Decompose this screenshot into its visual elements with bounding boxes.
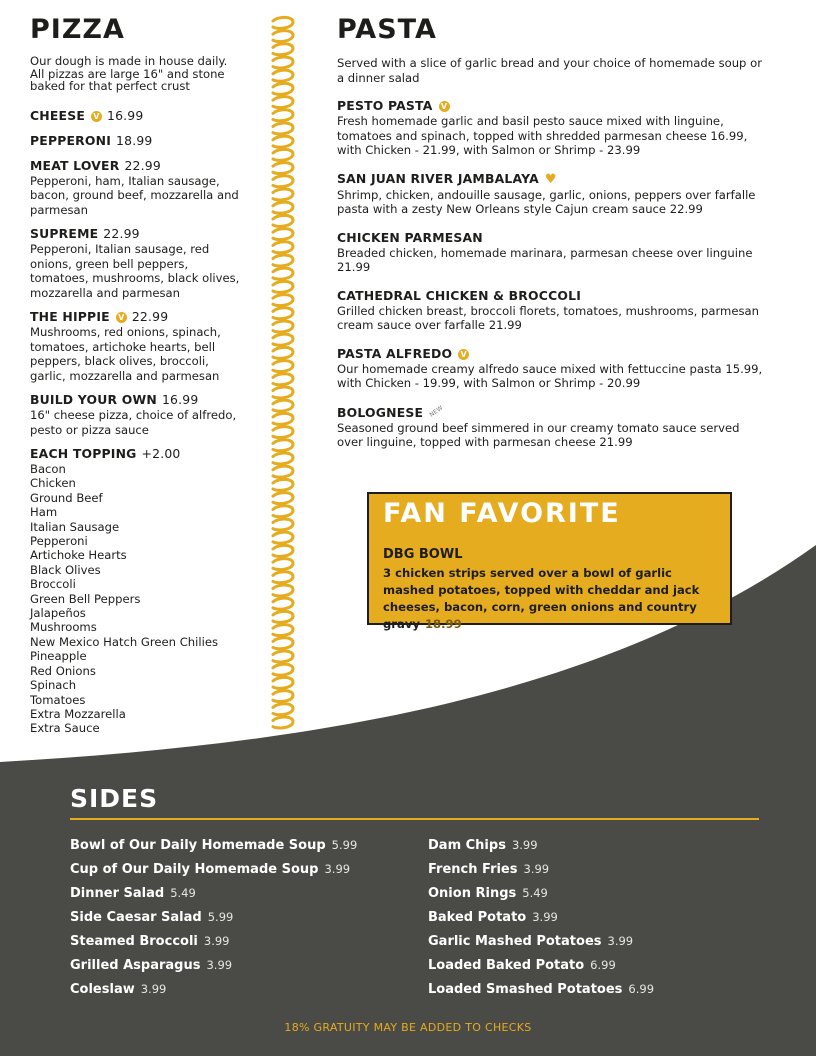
pasta-menu-item <box>337 97 765 158</box>
chain-link <box>273 44 293 55</box>
topping-list <box>30 462 245 736</box>
fan-favorite-item-desc <box>383 565 723 633</box>
chain-link <box>273 413 293 424</box>
chain-link <box>273 506 293 517</box>
chain-link <box>273 466 293 477</box>
side-item <box>70 980 357 1004</box>
chain-link <box>273 453 293 464</box>
pasta-item-desc: Seasoned ground beef simmered in our creamy tomato sauce served over linguine, topped with parmesan cheese 21.99 <box>337 420 740 449</box>
side-item-price: 6.99 <box>590 958 616 972</box>
chain-link <box>273 651 293 662</box>
pizza-menu-item <box>30 391 245 437</box>
chain-link <box>273 215 293 226</box>
topping-item: Extra Sauce <box>30 721 100 736</box>
chain-link <box>273 123 293 134</box>
topping-item: Jalapeños <box>30 606 86 621</box>
chain-link <box>273 97 293 108</box>
gratuity-note: 18% GRATUITY MAY BE ADDED TO CHECKS <box>284 1021 532 1034</box>
pasta-item-desc: Fresh homemade garlic and basil pesto sauce mixed with linguine, tomatoes and spinach, topped with shredded parmesan cheese 16.99, with Chicken - 21.99, with Salmon or Shrimp - 23.99 <box>337 114 748 157</box>
topping-item: Pepperoni <box>30 534 88 549</box>
side-item <box>428 884 654 908</box>
pasta-menu-item <box>337 287 765 333</box>
pizza-item-desc: Mushrooms, red onions, spinach, tomatoes, artichoke hearts, bell peppers, black olives, broccoli, garlic, mozzarella and parmesan <box>30 325 221 383</box>
side-item-name: Dinner Salad <box>70 886 165 901</box>
topping-item: Artichoke Hearts <box>30 548 127 563</box>
pasta-item-heading <box>337 403 765 421</box>
pasta-item-desc: Our homemade creamy alfredo sauce mixed with fettuccine pasta 15.99, with Chicken - 19.99, with Salmon or Shrimp - 20.99 <box>337 361 763 390</box>
pizza-item-heading <box>30 107 245 124</box>
chain-link <box>273 83 293 94</box>
pizza-menu-item <box>30 132 245 149</box>
side-item-name: Side Caesar Salad <box>70 910 202 925</box>
side-item-name: Coleslaw <box>70 982 135 997</box>
pasta-section <box>337 56 765 462</box>
side-item <box>428 932 654 956</box>
pizza-item-desc: Pepperoni, ham, Italian sausage, bacon, ground beef, mozzarella and parmesan <box>30 173 239 217</box>
pizza-item-price: 18.99 <box>116 132 153 148</box>
pizza-section-title: PIZZA <box>30 14 125 45</box>
topping-item: Green Bell Peppers <box>30 591 141 606</box>
side-item-price: 6.99 <box>628 982 655 996</box>
chain-link <box>273 691 293 702</box>
pasta-item-name: PESTO PASTA <box>337 98 433 113</box>
pizza-menu-item <box>30 157 245 218</box>
chain-link <box>273 400 293 411</box>
side-item <box>428 956 654 980</box>
pasta-menu-item <box>337 345 765 391</box>
pizza-menu-item <box>30 107 245 124</box>
pasta-item-name: CATHEDRAL CHICKEN & BROCCOLI <box>337 287 582 303</box>
pizza-intro: Our dough is made in house daily. All pizzas are large 16" and stone baked for that perfect crust <box>30 54 228 93</box>
chain-link <box>273 598 293 609</box>
side-item-name: Onion Rings <box>428 886 517 901</box>
side-item-name: Cup of Our Daily Homemade Soup <box>70 862 319 877</box>
chain-link <box>273 242 293 253</box>
fan-favorite-desc-text: 3 chicken strips served over a bowl of garlic mashed potatoes, topped with cheddar and jack cheeses, bacon, corn, green onions and country gravy <box>383 566 700 631</box>
chain-link <box>273 202 293 213</box>
chain-link <box>273 334 293 345</box>
side-item-price: 5.99 <box>331 838 358 852</box>
side-item-price: 3.99 <box>140 982 167 996</box>
side-item-price: 3.99 <box>203 934 230 948</box>
chain-link <box>273 17 293 28</box>
pizza-item-price: 22.99 <box>131 309 169 324</box>
fan-favorite-item-name: DBG BOWL <box>383 547 463 562</box>
chain-link <box>273 347 293 358</box>
side-item <box>428 908 654 932</box>
pizza-item-name: MEAT LOVER <box>30 157 120 173</box>
side-item-price: 3.99 <box>532 910 558 924</box>
pizza-menu-item <box>30 445 245 462</box>
pasta-menu-item <box>337 403 765 450</box>
topping-item: Red Onions <box>30 663 96 678</box>
chain-link <box>273 110 293 121</box>
side-item-name: Steamed Broccoli <box>70 934 198 949</box>
topping-item: Broccoli <box>30 577 76 592</box>
chain-link <box>273 493 293 504</box>
pasta-menu-item <box>337 229 765 275</box>
pasta-item-heading <box>337 229 765 246</box>
pizza-item-heading <box>30 391 245 408</box>
chain-link <box>273 572 293 583</box>
side-item <box>70 860 357 884</box>
sides-left-column <box>70 836 357 1004</box>
pizza-item-list <box>30 107 245 463</box>
pizza-menu-item <box>30 308 245 383</box>
chain-link <box>273 281 293 292</box>
fan-favorite-price: 18.99 <box>424 617 462 631</box>
chain-link <box>273 308 293 319</box>
pizza-item-desc: 16" cheese pizza, choice of alfredo, pesto or pizza sauce <box>30 408 237 437</box>
pizza-item-heading <box>30 308 245 325</box>
pasta-item-desc: Breaded chicken, homemade marinara, parmesan cheese over linguine 21.99 <box>337 245 753 274</box>
chain-link <box>273 229 293 240</box>
chain-link <box>273 268 293 279</box>
vegetarian-icon: V <box>458 349 469 360</box>
pizza-item-name: SUPREME <box>30 226 99 241</box>
topping-item: Mushrooms <box>30 620 97 635</box>
chain-link <box>273 387 293 398</box>
side-item <box>428 860 654 884</box>
chain-link <box>273 559 293 570</box>
side-item-price: 5.49 <box>522 886 548 900</box>
pasta-chain-decoration <box>268 14 298 736</box>
chain-link <box>273 585 293 596</box>
side-item <box>428 980 654 1004</box>
side-item-price: 5.99 <box>207 910 234 924</box>
side-item-name: Dam Chips <box>428 838 506 853</box>
vegetarian-icon: V <box>91 111 102 122</box>
side-item-name: Baked Potato <box>428 910 527 925</box>
side-item <box>428 836 654 860</box>
side-item-name: French Fries <box>428 862 518 877</box>
side-item <box>70 956 357 980</box>
sides-section-title: SIDES <box>70 784 159 813</box>
pizza-item-name: EACH TOPPING <box>30 446 137 461</box>
side-item-price: 3.99 <box>206 958 233 972</box>
side-item-name: Loaded Baked Potato <box>428 958 585 973</box>
side-item-name: Grilled Asparagus <box>70 958 201 973</box>
chain-link <box>273 440 293 451</box>
pizza-section <box>30 55 245 736</box>
chain-link <box>273 664 293 675</box>
sides-right-column <box>428 836 654 1004</box>
chain-link <box>273 479 293 490</box>
chain-link <box>273 70 293 81</box>
side-item-price: 5.49 <box>170 886 196 900</box>
pizza-item-name: THE HIPPIE <box>30 309 110 324</box>
side-item <box>70 884 357 908</box>
pasta-item-heading <box>337 170 765 188</box>
pizza-item-heading <box>30 157 245 174</box>
fan-favorite-title: FAN FAVORITE <box>383 498 621 529</box>
side-item-price: 3.99 <box>607 934 634 948</box>
chain-link <box>273 57 293 68</box>
side-item-price: 3.99 <box>511 838 538 852</box>
topping-item: New Mexico Hatch Green Chilies <box>30 634 218 649</box>
fan-favorite-box <box>367 492 732 631</box>
chain-link <box>273 136 293 147</box>
pasta-item-name: BOLOGNESE <box>337 404 424 420</box>
pasta-item-desc: Grilled chicken breast, broccoli florets, tomatoes, mushrooms, parmesan cream sauce over farfalle 21.99 <box>337 303 759 332</box>
topping-item: Ham <box>30 505 58 520</box>
pizza-item-price: 16.99 <box>106 107 144 123</box>
pizza-item-name: CHEESE <box>30 107 85 123</box>
side-item-price: 3.99 <box>523 862 550 876</box>
pasta-item-name: PASTA ALFREDO <box>337 345 453 361</box>
pizza-item-price: 22.99 <box>103 226 140 241</box>
chain-link <box>273 255 293 266</box>
heart-icon: ♥ <box>544 171 557 187</box>
chain-link <box>273 163 293 174</box>
pasta-item-name: CHICKEN PARMESAN <box>337 229 483 245</box>
chain-link <box>273 677 293 688</box>
pizza-item-price: +2.00 <box>141 446 181 461</box>
topping-item: Ground Beef <box>30 490 103 505</box>
chain-link <box>273 321 293 332</box>
pizza-menu-item <box>30 225 245 300</box>
pasta-intro: Served with a slice of garlic bread and your choice of homemade soup or a dinner salad <box>337 56 762 85</box>
pasta-menu-item <box>337 170 765 217</box>
side-item <box>70 908 357 932</box>
vegetarian-icon: V <box>116 312 127 323</box>
chain-link <box>273 717 293 728</box>
pizza-item-price: 16.99 <box>161 392 199 407</box>
chain-link <box>273 31 293 42</box>
pizza-item-name: PEPPERONI <box>30 132 112 148</box>
topping-item: Extra Mozzarella <box>30 706 126 721</box>
chain-link <box>273 638 293 649</box>
topping-item: Black Olives <box>30 562 101 577</box>
chain-link <box>273 427 293 438</box>
topping-item: Tomatoes <box>30 692 86 707</box>
topping-item: Bacon <box>30 462 66 476</box>
pizza-item-desc: Pepperoni, Italian sausage, red onions, green bell peppers, tomatoes, mushrooms, black olives, mozzarella and parmesan <box>30 242 240 300</box>
vegetarian-icon: V <box>439 101 450 112</box>
side-item <box>70 932 357 956</box>
topping-item: Spinach <box>30 678 77 693</box>
pasta-item-heading <box>337 97 765 114</box>
pasta-item-heading <box>337 345 765 362</box>
side-item-name: Loaded Smashed Potatoes <box>428 982 623 997</box>
side-item-price: 3.99 <box>324 862 351 876</box>
chain-link <box>273 189 293 200</box>
chain-link <box>273 532 293 543</box>
chain-link <box>273 545 293 556</box>
pasta-item-desc: Shrimp, chicken, andouille sausage, garlic, onions, peppers over farfalle pasta with a zesty New Orleans style Cajun cream sauce 22.99 <box>337 187 756 216</box>
pizza-item-heading <box>30 445 245 462</box>
topping-item: Italian Sausage <box>30 519 120 534</box>
chain-link <box>273 704 293 715</box>
pizza-item-name: BUILD YOUR OWN <box>30 392 157 407</box>
side-item-name: Bowl of Our Daily Homemade Soup <box>70 838 326 853</box>
side-item-name: Garlic Mashed Potatoes <box>428 934 602 949</box>
topping-item: Chicken <box>30 476 76 491</box>
chain-link <box>273 295 293 306</box>
pizza-item-price: 22.99 <box>124 157 161 173</box>
chain-link <box>273 149 293 160</box>
pasta-item-heading <box>337 287 765 304</box>
chain-link <box>273 361 293 372</box>
sides-divider <box>70 818 759 820</box>
chain-link <box>273 611 293 622</box>
chain-link <box>273 176 293 187</box>
chain-link <box>273 374 293 385</box>
pasta-item-list <box>337 97 765 450</box>
pizza-item-heading <box>30 225 245 242</box>
pizza-item-heading <box>30 132 245 149</box>
chain-link <box>273 625 293 636</box>
pasta-item-name: SAN JUAN RIVER JAMBALAYA <box>337 170 539 186</box>
chain-link <box>273 519 293 530</box>
topping-item: Pineapple <box>30 649 87 664</box>
pasta-section-title: PASTA <box>337 14 437 45</box>
side-item <box>70 836 357 860</box>
new-badge-icon: NEW <box>428 403 445 419</box>
